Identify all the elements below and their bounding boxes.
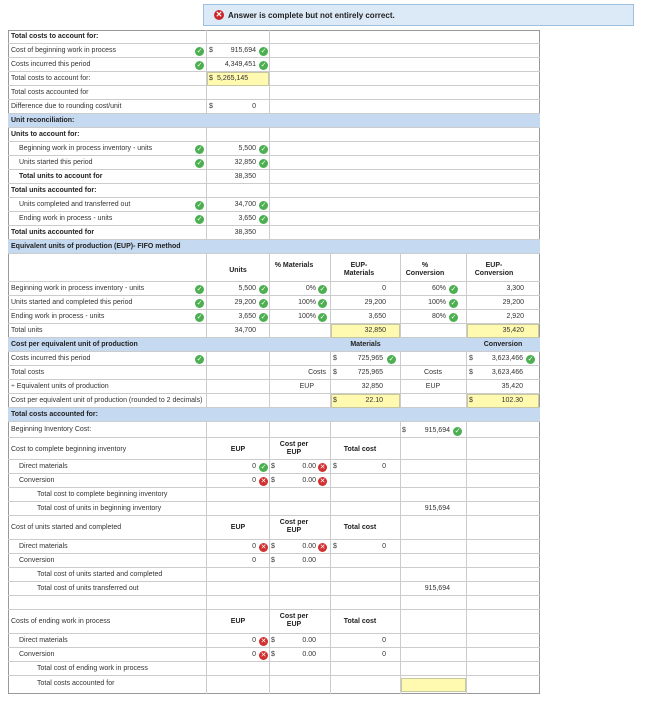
section-title: Total costs accounted for:	[11, 411, 98, 418]
error-icon: ✕	[260, 638, 267, 645]
row-label: Total cost to complete beginning inventory	[37, 491, 168, 498]
total-cost-value: 5,265,145	[217, 75, 249, 82]
error-icon: ✕	[260, 478, 267, 485]
eup-input[interactable]: 0	[252, 543, 256, 550]
row-label: Total costs accounted for	[37, 680, 115, 687]
table-row	[8, 502, 540, 516]
pct-mat-input[interactable]: 100%	[298, 313, 316, 320]
conv-total-value: 3,623,466	[491, 369, 523, 376]
check-icon: ✓	[388, 356, 395, 363]
eup-label: EUP	[425, 383, 441, 390]
cpe-input[interactable]: 0.00	[302, 651, 316, 658]
row-label: Total costs	[11, 369, 45, 376]
eup-mat-value: 3,650	[368, 313, 386, 320]
cpe-input[interactable]: 0.00	[302, 543, 316, 550]
section-row	[8, 30, 540, 44]
error-icon: ✕	[319, 544, 326, 551]
row-label: Total units to account for	[19, 173, 103, 180]
costs-label: Costs	[308, 369, 326, 376]
mat-incurred-input[interactable]: 725,965	[357, 355, 383, 362]
row-label: Difference due to rounding cost/unit	[11, 103, 122, 110]
eup-label: EUP	[299, 383, 314, 390]
check-icon: ✓	[196, 216, 203, 223]
table-row	[8, 170, 540, 184]
check-icon: ✓	[450, 314, 457, 321]
eup-input[interactable]: 0	[252, 637, 256, 644]
table-row	[8, 352, 540, 366]
table-row	[8, 212, 540, 226]
col-units: Units	[229, 267, 247, 274]
materials-header: Materials	[350, 341, 381, 348]
dollar-sign: $	[271, 637, 275, 644]
section-header	[8, 240, 540, 254]
table-row	[8, 198, 540, 212]
row-label: Conversion	[19, 651, 55, 658]
eup-col-header: EUP	[230, 446, 246, 453]
row-label: Beginning work in process inventory - units	[11, 285, 145, 292]
check-icon: ✓	[450, 300, 457, 307]
tc-col-header: Total cost	[343, 618, 377, 625]
conv-incurred-input[interactable]: 3,623,466	[491, 355, 523, 362]
row-label: Ending work in process - units	[19, 215, 113, 222]
dollar-sign: $	[469, 355, 473, 362]
total-eup-conv: 35,420	[502, 327, 524, 334]
check-icon: ✓	[450, 286, 457, 293]
row-label: Total costs accounted for	[11, 89, 89, 96]
total-units-accounted-value: 38,350	[234, 229, 256, 236]
completed-units-input[interactable]: 34,700	[234, 201, 256, 208]
pct-conv-input[interactable]: 60%	[431, 285, 446, 292]
row-label: Cost per equivalent unit of production (rounded to 2 decimals)	[11, 397, 203, 404]
mat-total-value: 725,965	[357, 369, 383, 376]
row-label: Conversion	[19, 477, 55, 484]
table-row	[8, 296, 540, 310]
cpe-input[interactable]: 0.00	[302, 463, 316, 470]
dollar-sign: $	[333, 543, 337, 550]
check-icon: ✓	[260, 286, 267, 293]
tc-value: 0	[382, 637, 386, 644]
section-row	[8, 184, 540, 198]
row-label: Units started this period	[19, 159, 93, 166]
table-row	[8, 488, 540, 502]
eup-mat-value: 0	[382, 285, 386, 292]
table-row	[8, 72, 540, 86]
check-icon: ✓	[260, 160, 267, 167]
row-label: Units started and completed this period	[11, 299, 133, 306]
cpe-col-header: Cost per EUP	[279, 441, 309, 456]
started-units-input[interactable]: 32,850	[234, 159, 256, 166]
check-icon: ✓	[196, 286, 203, 293]
eup-conv-value: 3,300	[506, 285, 524, 292]
row-label: Total cost of units started and completed	[37, 571, 163, 578]
cpe-col-header: Cost per EUP	[279, 519, 309, 534]
table-row	[8, 282, 540, 296]
table-row	[8, 100, 540, 114]
tc-value: 0	[382, 651, 386, 658]
row-label: Direct materials	[19, 543, 68, 550]
conversion-header: Conversion	[483, 341, 523, 348]
section-header	[8, 408, 540, 422]
table-row	[8, 394, 540, 408]
eup-conv-value: 29,200	[502, 299, 524, 306]
row-label: Costs of ending work in process	[11, 618, 111, 625]
check-icon: ✓	[527, 356, 534, 363]
dollar-sign: $	[271, 463, 275, 470]
pct-mat-input[interactable]: 0%	[305, 285, 316, 292]
section-header	[8, 114, 540, 128]
check-icon: ✓	[196, 202, 203, 209]
table-row	[8, 582, 540, 596]
feedback-banner	[203, 4, 634, 26]
error-icon: ✕	[215, 10, 223, 19]
total-eup-mat: 32,850	[364, 327, 386, 334]
transferred-value: 915,694	[424, 585, 450, 592]
eup-input[interactable]: 0	[252, 557, 256, 564]
eup-col-header: EUP	[230, 618, 246, 625]
table-row	[8, 310, 540, 324]
row-label: Costs incurred this period	[11, 355, 91, 362]
tc-col-header: Total cost	[343, 524, 377, 531]
pct-conv-input[interactable]: 80%	[431, 313, 446, 320]
row-label: Ending work in process - units	[11, 313, 105, 320]
incurred-input[interactable]: 4,349,451	[224, 61, 256, 68]
table-row	[8, 142, 540, 156]
eup-units-input[interactable]: 29,200	[234, 299, 256, 306]
banner-text: Answer is complete but not entirely correct.	[228, 10, 395, 20]
eup-input[interactable]: 0	[252, 651, 256, 658]
table-row	[8, 156, 540, 170]
check-icon: ✓	[319, 314, 326, 321]
row-label: Conversion	[19, 557, 55, 564]
total-beg-value: 915,694	[424, 505, 450, 512]
dollar-sign: $	[209, 103, 213, 110]
eup-input[interactable]: 0	[252, 477, 256, 484]
section-row	[8, 128, 540, 142]
table-row	[8, 662, 540, 676]
table-row	[8, 324, 540, 338]
row-label: Total cost of units transferred out	[37, 585, 139, 592]
table-row	[8, 568, 540, 582]
check-icon: ✓	[196, 314, 203, 321]
dollar-sign: $	[209, 75, 213, 82]
check-icon: ✓	[260, 300, 267, 307]
begwip-cost-input[interactable]: 915,694	[230, 47, 256, 54]
eup-units-input[interactable]: 3,650	[238, 313, 256, 320]
dollar-sign: $	[271, 477, 275, 484]
row-label: Direct materials	[19, 463, 68, 470]
eup-input[interactable]: 0	[252, 463, 256, 470]
table-row	[8, 44, 540, 58]
tc-col-header: Total cost	[343, 446, 377, 453]
eup-mat-value: 29,200	[364, 299, 386, 306]
eup-units-input[interactable]: 5,500	[238, 285, 256, 292]
cpe-input[interactable]: 0.00	[302, 557, 316, 564]
row-label: Total costs to account for:	[11, 75, 91, 82]
row-label: Total costs to account for:	[11, 33, 99, 40]
check-icon: ✓	[260, 48, 267, 55]
row-label: Total units	[11, 327, 43, 334]
total-units-value: 34,700	[234, 327, 256, 334]
check-icon: ✓	[260, 202, 267, 209]
diff-value: 0	[252, 103, 256, 110]
section-title: Unit reconciliation:	[11, 117, 75, 124]
cpe-col-header: Cost per EUP	[279, 613, 309, 628]
table-row	[8, 226, 540, 240]
row-label: ÷ Equivalent units of production	[11, 383, 109, 390]
ending-units-input[interactable]: 3,650	[238, 215, 256, 222]
section-title: Equivalent units of production (EUP)- FIFO method	[11, 243, 181, 250]
beg-cost-input[interactable]: 915,694	[424, 427, 450, 434]
mat-cpu-value: 22.10	[365, 397, 383, 404]
beg-units-input[interactable]: 5,500	[238, 145, 256, 152]
check-icon: ✓	[196, 48, 203, 55]
dollar-sign: $	[333, 355, 337, 362]
dollar-sign: $	[333, 397, 337, 404]
table-row	[8, 58, 540, 72]
col-pct-mat: % Materials	[274, 262, 314, 269]
row-label: Cost of beginning work in process	[11, 47, 117, 54]
row-label: Beginning work in process inventory - units	[19, 145, 153, 152]
dollar-sign: $	[333, 463, 337, 470]
check-icon: ✓	[260, 216, 267, 223]
check-icon: ✓	[319, 286, 326, 293]
check-icon: ✓	[196, 300, 203, 307]
dollar-sign: $	[209, 47, 213, 54]
check-icon: ✓	[196, 146, 203, 153]
dollar-sign: $	[271, 543, 275, 550]
check-icon: ✓	[260, 314, 267, 321]
col-pct-conv: % Conversion	[405, 262, 445, 277]
eup-conv-value: 2,920	[506, 313, 524, 320]
check-icon: ✓	[319, 300, 326, 307]
row-label: Total units accounted for:	[11, 187, 97, 194]
row-label: Total cost of units in beginning inventory	[37, 505, 162, 512]
check-icon: ✓	[260, 146, 267, 153]
error-icon: ✕	[260, 652, 267, 659]
pct-mat-input[interactable]: 100%	[298, 299, 316, 306]
check-icon: ✓	[196, 62, 203, 69]
row-label: Units completed and transferred out	[19, 201, 131, 208]
conv-eup-value: 35,420	[501, 383, 523, 390]
spacer-row	[8, 596, 540, 610]
tc-value: 0	[382, 463, 386, 470]
cpe-input[interactable]: 0.00	[302, 477, 316, 484]
check-icon: ✓	[454, 428, 461, 435]
check-icon: ✓	[260, 464, 267, 471]
error-icon: ✕	[319, 478, 326, 485]
pct-conv-input[interactable]: 100%	[428, 299, 446, 306]
table-row	[8, 86, 540, 100]
error-icon: ✕	[260, 544, 267, 551]
dollar-sign: $	[333, 369, 337, 376]
mat-eup-value: 32,850	[361, 383, 383, 390]
error-icon: ✕	[319, 464, 326, 471]
row-label: Units to account for:	[11, 131, 80, 138]
highlight-cell	[401, 678, 466, 692]
dollar-sign: $	[469, 397, 473, 404]
eup-col-header: EUP	[230, 524, 246, 531]
check-icon: ✓	[196, 356, 203, 363]
dollar-sign: $	[402, 427, 406, 434]
costs-label: Costs	[424, 369, 442, 376]
cpe-input[interactable]: 0.00	[302, 637, 316, 644]
row-label: Direct materials	[19, 637, 68, 644]
tc-value: 0	[382, 543, 386, 550]
row-label: Total cost of ending work in process	[37, 665, 148, 672]
row-label: Total units accounted for	[11, 229, 95, 236]
row-label: Cost to complete beginning inventory	[11, 446, 127, 453]
conv-cpu-value: 102.30	[501, 397, 523, 404]
row-label: Cost of units started and completed	[11, 524, 122, 531]
row-label: Costs incurred this period	[11, 61, 91, 68]
col-eup-mat: EUP-Materials	[343, 262, 375, 277]
check-icon: ✓	[260, 62, 267, 69]
col-eup-conv: EUP-Conversion	[474, 262, 514, 277]
check-icon: ✓	[196, 160, 203, 167]
row-label: Beginning Inventory Cost:	[11, 426, 92, 433]
section-title: Cost per equivalent unit of production	[11, 341, 138, 348]
section-header	[8, 338, 540, 352]
dollar-sign: $	[271, 651, 275, 658]
dollar-sign: $	[469, 369, 473, 376]
dollar-sign: $	[271, 557, 275, 564]
total-units-value: 38,350	[234, 173, 256, 180]
